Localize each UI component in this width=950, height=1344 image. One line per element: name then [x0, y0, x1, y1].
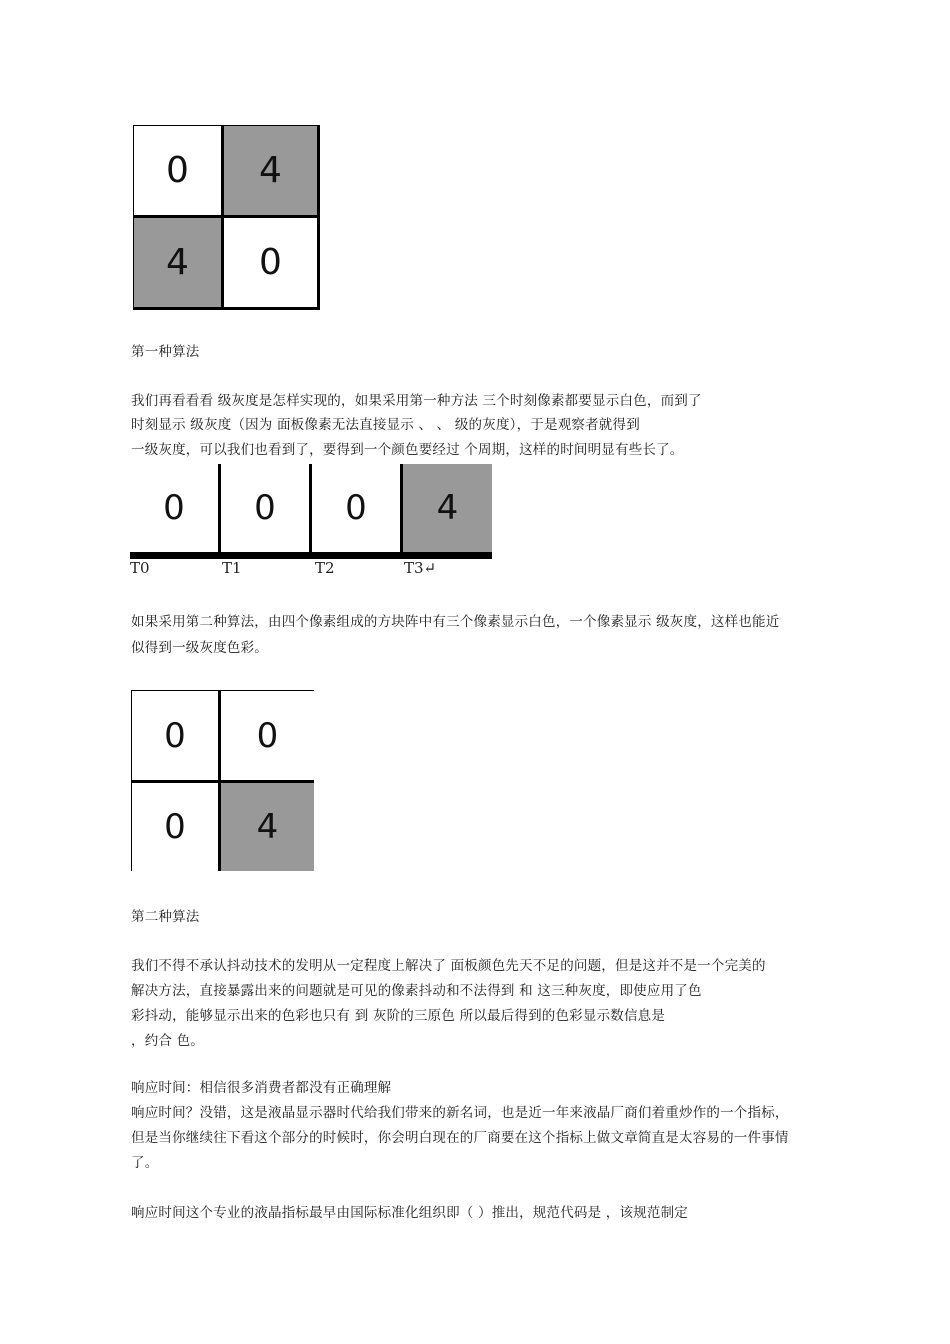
figure-1-caption: 第一种算法 — [131, 344, 200, 360]
grid-cell — [224, 218, 317, 307]
cell-value: 0 — [254, 488, 276, 528]
time-label-t3: T3↵ — [404, 559, 437, 577]
grid-cell — [221, 783, 314, 871]
paragraph-5-line-1: 响应时间这个专业的液晶指标最早由国际标准化组织即（ ）推出，规范代码是 ，该规范制定 — [131, 1205, 688, 1221]
grid-cell — [221, 691, 314, 780]
figure-2-strip — [130, 464, 492, 559]
paragraph-3-line-2: 解决方法，直接暴露出来的问题就是可见的像素抖动和不法得到 和 这三种灰度，即使应用了色 — [131, 983, 702, 999]
cell-value: 0 — [256, 715, 279, 756]
paragraph-4-line-4: 了。 — [131, 1155, 159, 1171]
time-label-t2: T2 — [315, 559, 335, 577]
figure-3-grid — [131, 690, 314, 871]
time-label-t1: T1 — [222, 559, 242, 577]
cell-value: 0 — [345, 488, 367, 528]
grid-cell — [132, 691, 218, 780]
cell-value: 4 — [256, 807, 279, 847]
paragraph-2-line-2: 似得到一级灰度色彩。 — [131, 640, 268, 656]
paragraph-1-line-3: 一级灰度，可以我们也看到了，要得到一个颜色要经过 个周期，这样的时间明显有些长了。 — [131, 442, 684, 458]
cell-value: 4 — [166, 242, 189, 283]
grid-cell — [134, 126, 221, 215]
grid-cell — [130, 464, 218, 552]
paragraph-3-line-1: 我们不得不承认抖动技术的发明从一定程度上解决了 面板颜色先天不足的问题，但是这并不是一个完美的 — [131, 958, 766, 974]
figure-1-grid — [133, 125, 320, 310]
cell-value: 0 — [163, 488, 185, 528]
cell-value: 0 — [164, 715, 186, 756]
cell-value: 4 — [436, 488, 459, 528]
paragraph-4-line-1: 响应时间：相信很多消费者都没有正确理解 — [131, 1080, 392, 1096]
paragraph-1-line-2: 时刻显示 级灰度（因为 面板像素无法直接显示 、 、 级的灰度），于是观察者就得到 — [131, 417, 640, 433]
grid-cell — [312, 464, 400, 552]
paragraph-1-line-1: 我们再看看看 级灰度是怎样实现的，如果采用第一种方法 三个时刻像素都要显示白色，而到了 — [131, 393, 702, 409]
cell-value: 0 — [259, 242, 282, 283]
grid-cell — [221, 464, 309, 552]
paragraph-2-line-1: 如果采用第二种算法，由四个像素组成的方块阵中有三个像素显示白色，一个像素显示 级灰度，这样也能近 — [131, 614, 780, 630]
paragraph-3-line-4: ，约合 色。 — [131, 1033, 204, 1049]
paragraph-4-line-3: 但是当你继续往下看这个部分的时候时，你会明白现在的厂商要在这个指标上做文章简直是太容易的一件事情 — [131, 1130, 789, 1146]
paragraph-4-line-2: 响应时间？没错，这是液晶显示器时代给我们带来的新名词，也是近一年来液晶厂商们着重炒作的一个指标， — [131, 1105, 789, 1121]
cell-value: 0 — [164, 807, 186, 847]
figure-3-caption: 第二种算法 — [131, 909, 200, 925]
cell-value: 4 — [259, 150, 282, 191]
grid-cell — [132, 783, 218, 871]
grid-cell — [403, 464, 492, 552]
grid-cell — [224, 126, 317, 215]
grid-cell — [134, 218, 221, 307]
paragraph-3-line-3: 彩抖动，能够显示出来的色彩也只有 到 灰阶的三原色 所以最后得到的色彩显示数信息是 — [131, 1008, 666, 1024]
cell-value: 0 — [166, 150, 189, 191]
time-label-t0: T0 — [130, 559, 150, 577]
